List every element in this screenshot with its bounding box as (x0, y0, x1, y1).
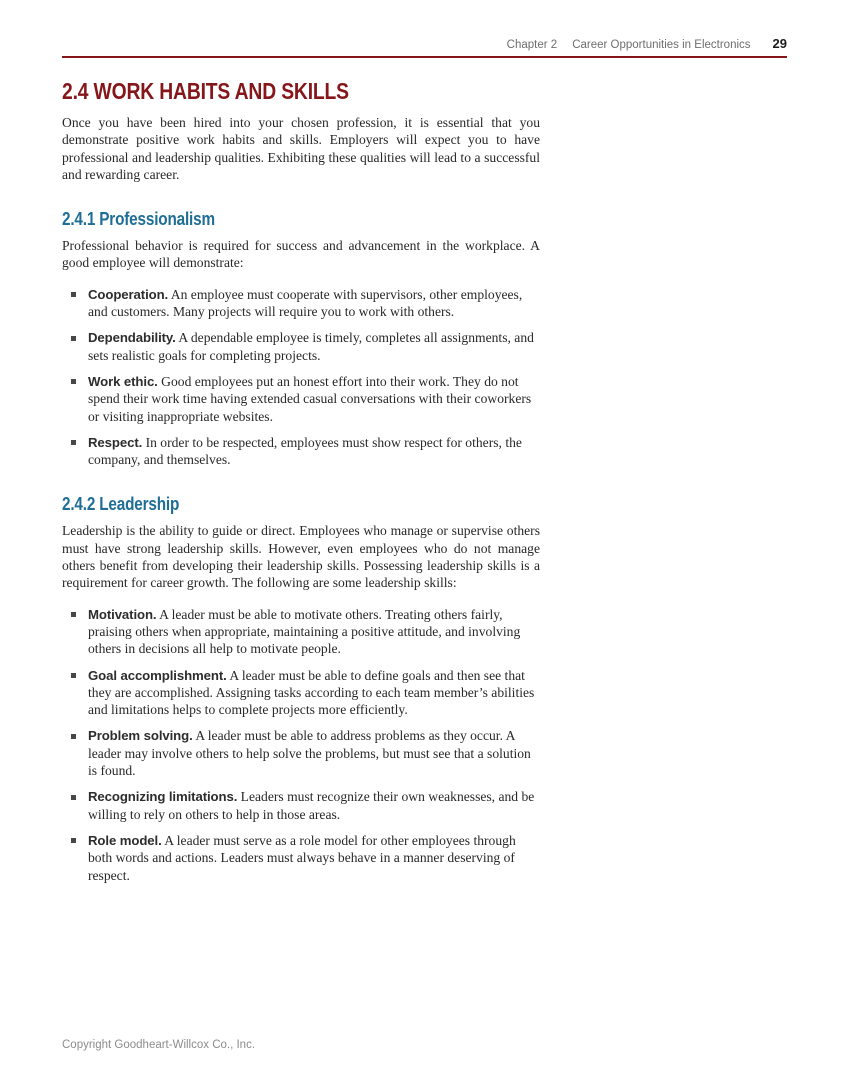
copyright-footer: Copyright Goodheart-Willcox Co., Inc. (62, 1039, 256, 1051)
list-item-dependability (88, 329, 540, 364)
running-head-chapter: Chapter 2 (506, 39, 558, 51)
list-item-motivation (88, 606, 540, 658)
bullet-term: Work ethic. (88, 373, 158, 389)
running-header-row (62, 36, 787, 51)
bullet-term: Respect. (88, 434, 143, 450)
professionalism-intro-paragraph: Professional behavior is required for success and advancement in the workplace. A good employee will demonstrate: (62, 238, 540, 271)
section-intro-paragraph: Once you have been hired into your chosen profession, it is essential that you demonstrate positive work habits and skills. Employers will expect you to have professional and leadership qualities. Exhibiting these qualities will lead to a successful and rewarding career. (62, 115, 540, 182)
list-item-role-model (88, 832, 540, 884)
professionalism-list (62, 286, 540, 469)
bullet-term: Problem solving. (88, 728, 193, 744)
list-item-work-ethic (88, 373, 540, 425)
bullet-text: A leader must serve as a role model for other employees through both words and actions. Leaders must always behave in a manner deserving of respect. (88, 832, 516, 883)
bullet-text: In order to be respected, employees must show respect for others, the company, and themselves. (88, 434, 522, 468)
bullet-text: Good employees put an honest effort into their work. They do not spend their work time having extended casual conversations with their coworkers or visiting inappropriate websites. (88, 373, 532, 424)
page-number: 29 (772, 36, 787, 51)
list-item-recognizing-limitations (88, 788, 540, 823)
leadership-intro-paragraph: Leadership is the ability to guide or direct. Employees who manage or supervise others must have strong leadership skills. However, even employees who do not manage others benefit from developing their leadership skills. Possessing leadership skills is a requirement for career growth. The following are some leadership skills: (62, 523, 540, 591)
bullet-text: A leader must be able to motivate others. Treating others fairly, praising others when appropriate, maintaining a positive attitude, and involving others in decisions all help to motivate people. (88, 606, 521, 657)
list-item-cooperation (88, 286, 540, 321)
list-item-goal-accomplishment (88, 667, 540, 719)
bullet-text: A leader must be able to define goals and then see that they are accomplished. Assigning tasks according to each team member’s abilities and limitations helps to complete projects more efficiently. (88, 667, 535, 718)
bullet-text: An employee must cooperate with supervisors, other employees, and customers. Many projects will require you to work with others. (88, 286, 523, 320)
header-rule (62, 56, 787, 58)
bullet-term: Cooperation. (88, 286, 169, 302)
list-item-problem-solving (88, 727, 540, 779)
bullet-term: Motivation. (88, 606, 157, 622)
bullet-term: Goal accomplishment. (88, 667, 227, 683)
list-item-respect (88, 434, 540, 469)
running-head-title: Career Opportunities in Electronics (572, 39, 751, 51)
subsection-heading-professionalism: 2.4.1 Professionalism (62, 209, 215, 230)
bullet-term: Dependability. (88, 330, 176, 346)
bullet-text: A leader must be able to address problems as they occur. A leader may involve others to help solve the problems, but must see that a solution is found. (88, 728, 531, 779)
bullet-term: Role model. (88, 832, 162, 848)
bullet-text: A dependable employee is timely, completes all assignments, and sets realistic goals for completing projects. (88, 330, 534, 363)
section-heading: 2.4 WORK HABITS AND SKILLS (62, 78, 349, 104)
bullet-term: Recognizing limitations. (88, 789, 238, 805)
bullet-text: Leaders must recognize their own weaknesses, and be willing to rely on others to help in those areas. (88, 789, 535, 822)
running-header (62, 36, 787, 58)
subsection-heading-leadership: 2.4.2 Leadership (62, 494, 180, 515)
leadership-list (62, 606, 540, 884)
